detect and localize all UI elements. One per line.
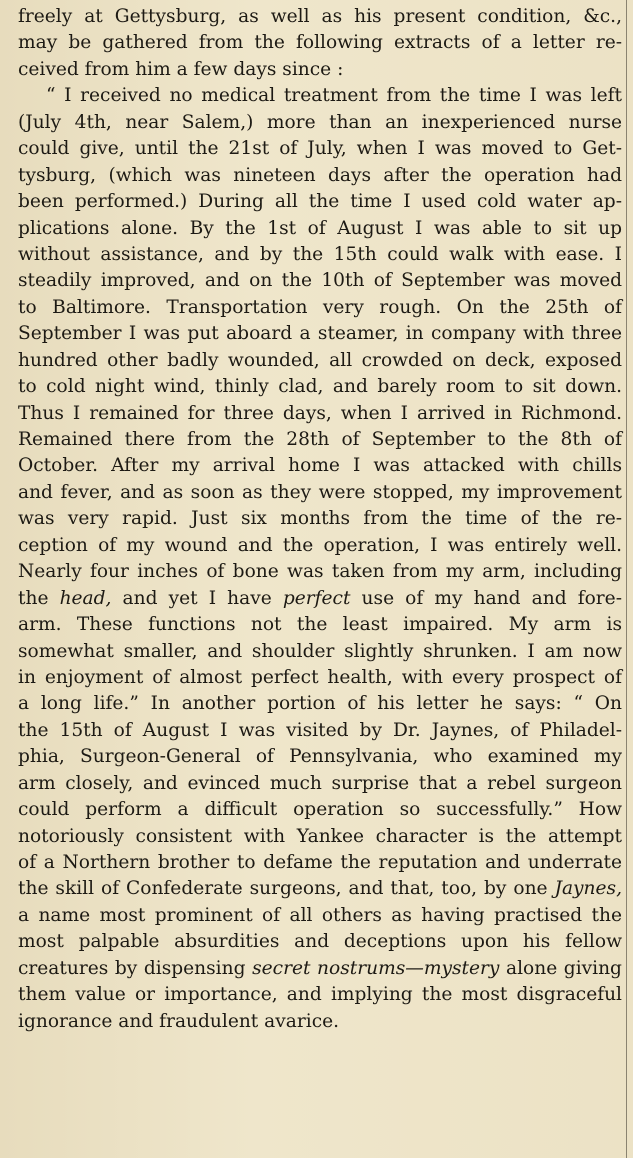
text-line [18,665,622,691]
text-segment: alone giving [499,957,622,979]
text-line [18,612,622,638]
text-segment: Nearly four inches of bone was taken from my arm, including [18,561,622,583]
text-line [18,321,622,347]
text-line [18,824,622,850]
text-segment: Remained there from the 28th of September to the 8th of [18,429,622,450]
text-segment: a long life.” In another portion of his letter he says: “ On [18,693,622,715]
text-segment: without assistance, and by the 15th could walk with ease. I [18,243,622,265]
text-segment: ception of my wound and the operation, I was entirely well. [18,534,622,556]
text-line [18,4,622,30]
text-line [18,982,622,1008]
text-line [18,718,622,744]
text-line [18,216,622,242]
text-segment: creatures by dispensing [18,957,253,979]
text-segment: may be gathered from the following extracts of a letter re- [18,32,622,54]
text-segment: the 15th of August I was visited by Dr. Jaynes, of Philadel- [18,719,622,741]
text-segment: “ I received no medical treatment from the time I was left [46,85,622,107]
text-segment: most palpable absurdities and deceptions upon his fellow [18,931,622,953]
text-line [18,374,622,400]
text-line [18,876,622,902]
text-segment: (July 4th, near Salem,) more than an inexperienced nurse [18,111,622,133]
text-segment: and yet I have [111,587,283,609]
text-line [18,533,622,559]
text-segment: could give, until the 21st of July, when I was moved to Get- [18,138,622,160]
text-segment: was very rapid. Just six months from the time of the re- [18,508,622,530]
italic-text-segment: head, [59,587,112,609]
text-line [18,691,622,717]
text-line [18,57,622,83]
text-segment: somewhat smaller, and shoulder slightly shrunken. I am now [18,640,622,662]
text-line [18,83,622,109]
text-line [18,110,622,136]
text-line [18,268,622,294]
text-segment: to cold night wind, thinly clad, and barely room to sit down. [18,376,622,398]
text-segment: a name most prominent of all others as having practised the [18,904,622,926]
text-line [18,771,622,797]
text-line [18,506,622,532]
text-line [18,136,622,162]
text-line [18,427,622,453]
text-line [18,586,622,612]
text-segment: could perform a difficult operation so successfully.” How [18,799,622,821]
text-line [18,956,622,982]
text-segment: arm. These functions not the least impaired. My arm is [18,614,622,636]
text-segment: notoriously consistent with Yankee character is the attempt [18,825,622,847]
text-segment: arm closely, and evinced much surprise that a rebel surgeon [18,772,622,794]
text-segment: plications alone. By the 1st of August I was able to sit up [18,217,622,239]
text-segment: in enjoyment of almost perfect health, with every prospect of [18,666,622,688]
text-segment: and fever, and as soon as they were stopped, my improvement [18,481,622,503]
text-line [18,348,622,374]
italic-text-segment: perfect [282,587,351,609]
column-rule [626,0,627,1158]
text-segment: use of my hand and fore- [350,587,622,609]
italic-text-segment: secret nostrums—mystery [252,957,500,979]
text-segment: tysburg, (which was nineteen days after the operation had [18,164,622,186]
text-segment: to Baltimore. Transportation very rough. On the 25th of [18,296,622,318]
text-column [18,4,622,1035]
text-line [18,797,622,823]
text-line [18,480,622,506]
text-line [18,903,622,929]
italic-text-segment: Jaynes, [554,878,622,900]
text-line [18,163,622,189]
text-segment: hundred other badly wounded, all crowded on deck, exposed [18,349,622,371]
text-segment: ignorance and fraudulent avarice. [18,1010,340,1032]
text-segment: them value or importance, and implying the most disgraceful [18,984,622,1006]
text-line [18,189,622,215]
text-segment: October. After my arrival home I was attacked with chills [18,455,622,477]
text-line [18,242,622,268]
text-segment: been performed.) During all the time I used cold water ap- [18,191,622,213]
text-segment: September I was put aboard a steamer, in company with three [18,323,622,345]
text-line [18,559,622,585]
text-segment: phia, Surgeon-General of Pennsylvania, who examined my [18,746,622,768]
text-segment: steadily improved, and on the 10th of September was moved [18,270,622,292]
text-line [18,639,622,665]
text-line [18,929,622,955]
text-segment: the skill of Confederate surgeons, and that, too, by one [18,878,555,900]
text-line [18,30,622,56]
text-segment: of a Northern brother to defame the reputation and underrate [18,852,622,873]
text-line [18,295,622,321]
text-segment: ceived from him a few days since : [18,58,344,80]
text-line [18,744,622,770]
text-line [18,1009,622,1035]
text-line [18,401,622,427]
text-segment: freely at Gettysburg, as well as his present condition, &c., [18,6,622,27]
text-segment: Thus I remained for three days, when I arrived in Richmond. [18,402,622,424]
text-line [18,850,622,876]
text-segment: the [18,587,60,609]
text-line [18,453,622,479]
